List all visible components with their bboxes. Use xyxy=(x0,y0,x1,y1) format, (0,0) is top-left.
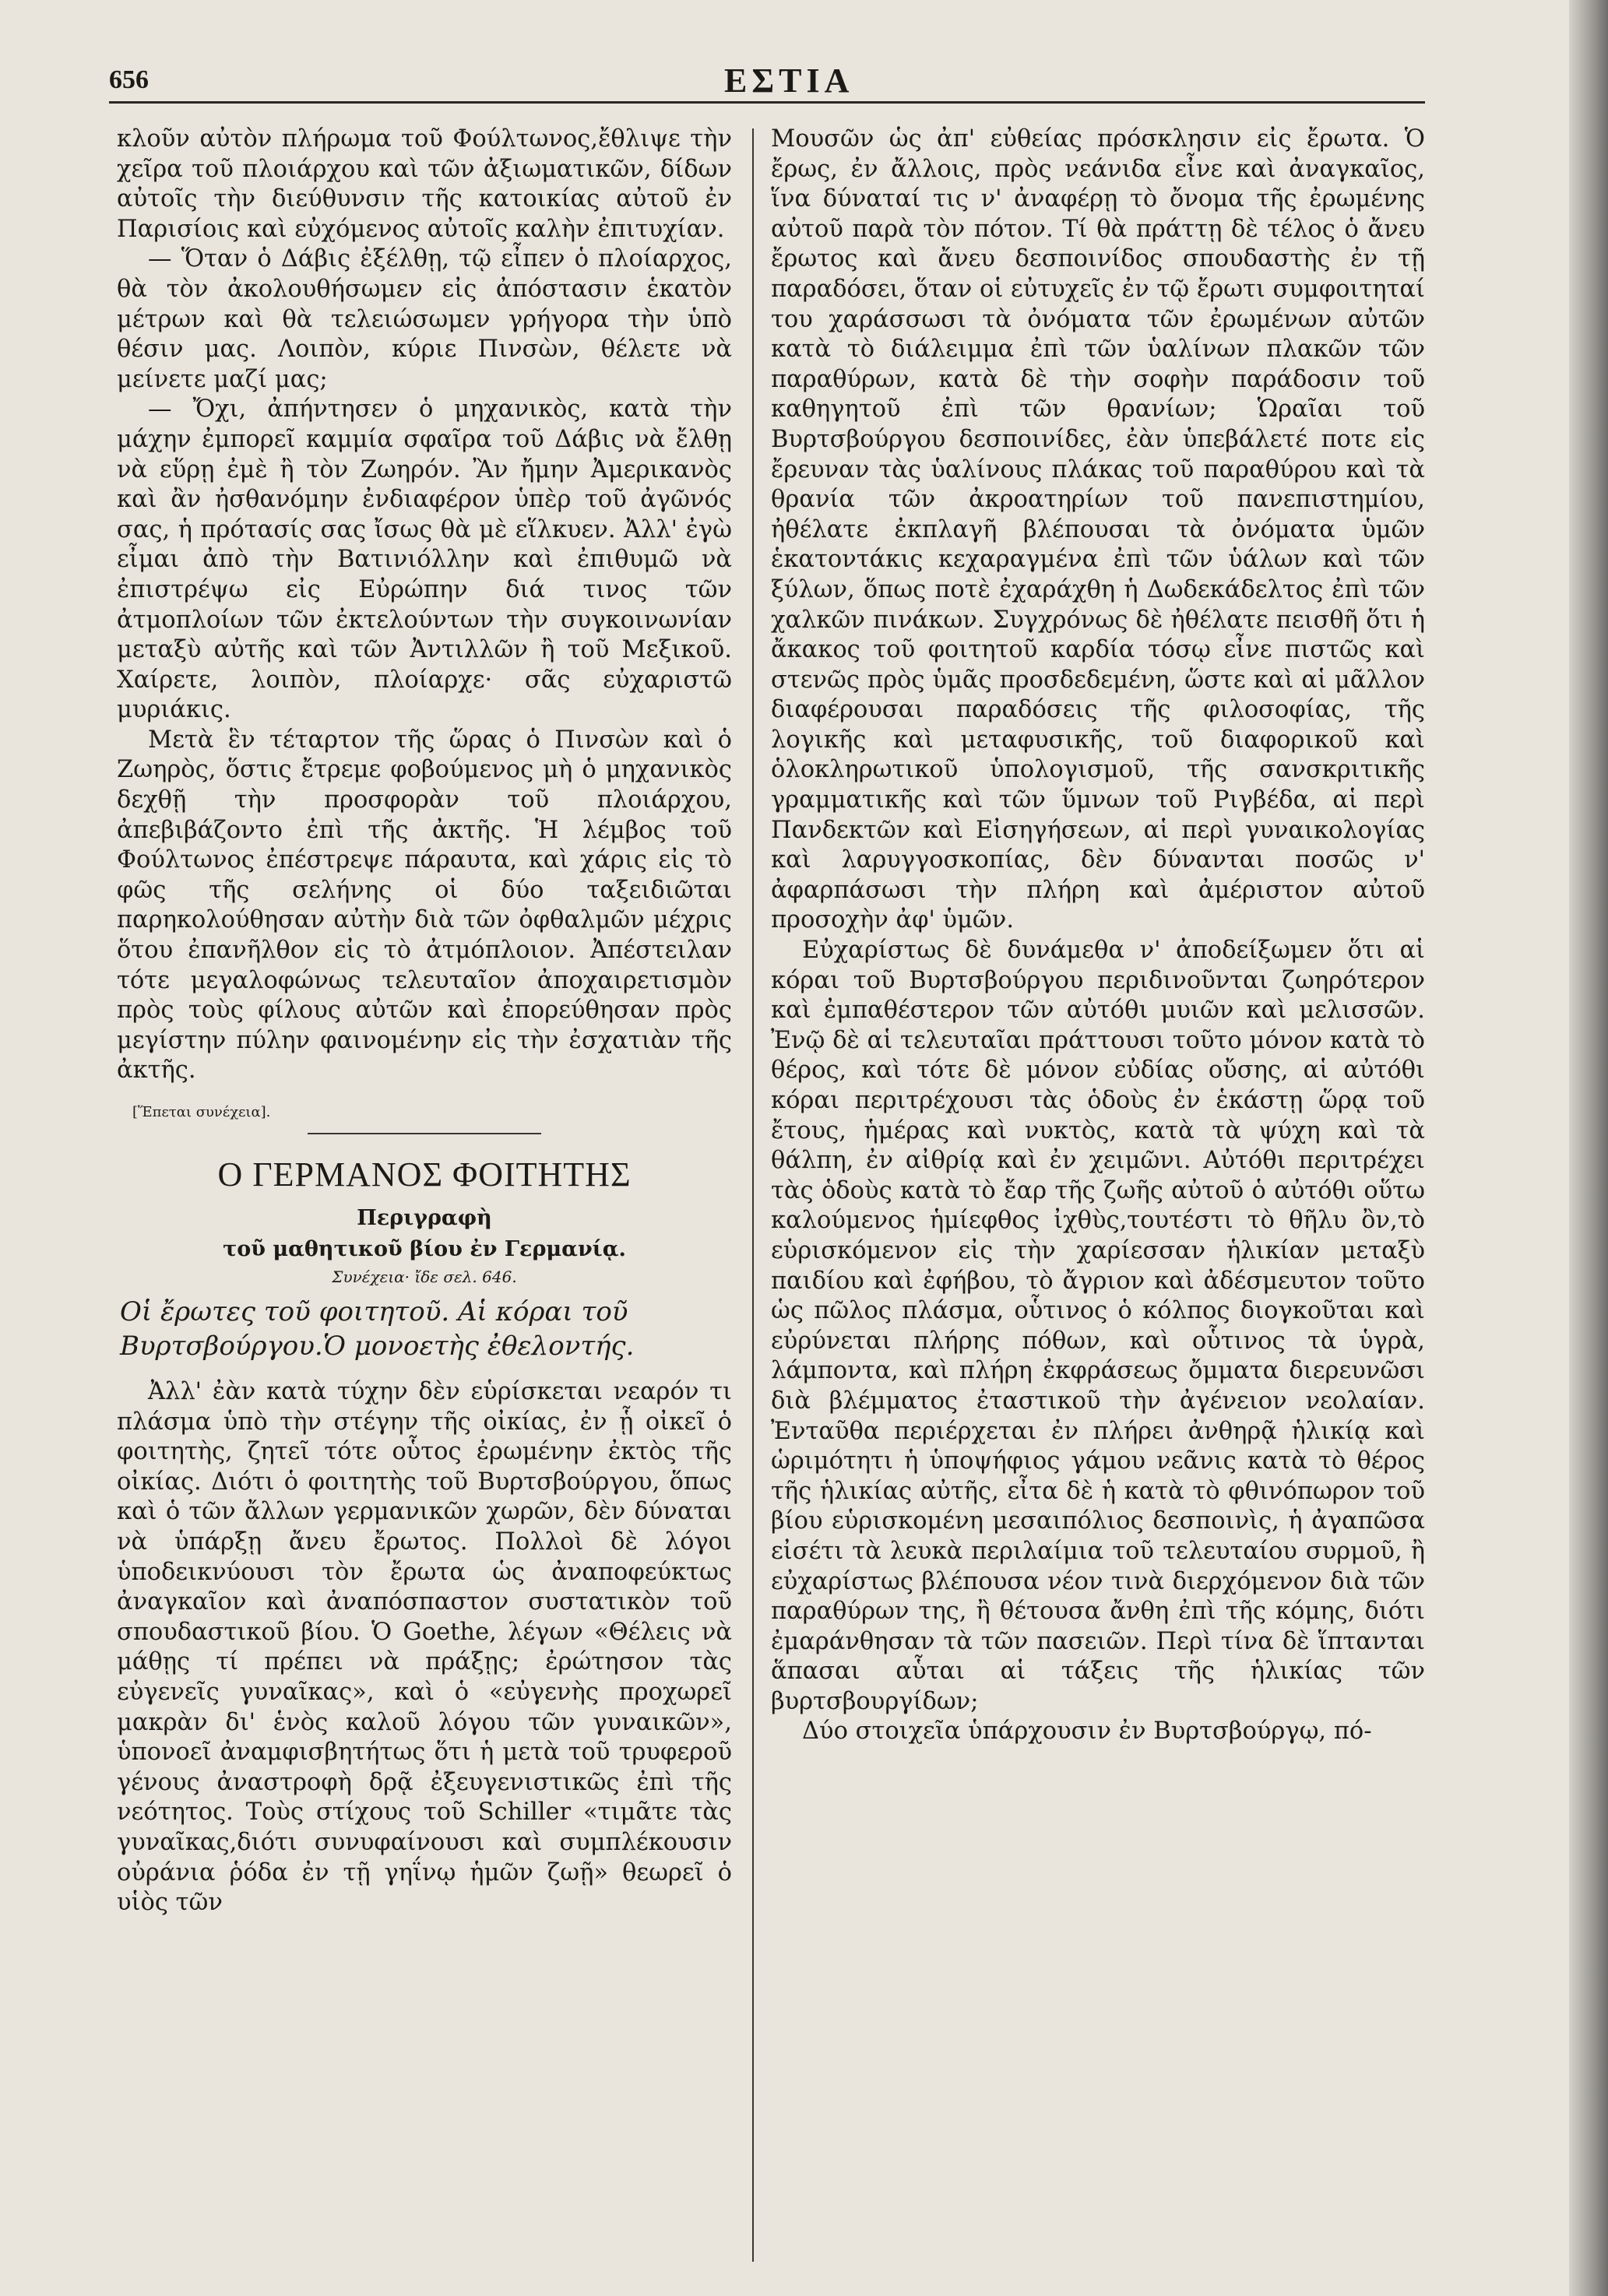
section-rule xyxy=(308,1133,541,1134)
paragraph: Μετὰ ἓν τέταρτον τῆς ὥρας ὁ Πινσὼν καὶ ὁ Ζωηρὸς, ὅστις ἔτρεμε φοβούμενος μὴ ὁ μηχανικὸς δεχθῇ τὴν προσφορὰν τοῦ πλοιάρχου, ἀπεβιβάζοντο ἐπὶ τῆς ἀκτῆς. Ἡ λέμβος τοῦ Φούλτωνος ἐπέστρεψε πάραυτα, καὶ χάρις εἰς τὸ φῶς τῆς σελήνης οἱ δύο ταξειδιῶται παρηκολούθησαν αὐτὴν διὰ τῶν ὀφθαλμῶν μέχρις ὅτου ἐπανῆλθον εἰς τὸ ἀτμόπλοιον. Ἀπέστειλαν τότε μεγαλοφώνως τελευταῖον ἀποχαιρετισμὸν πρὸς τοὺς φίλους αὐτῶν καὶ ἐπορεύθησαν πρὸς μεγίστην πύλην φαινομένην εἰς τὴν ἐσχατιὰν τῆς ἀκτῆς. xyxy=(117,726,732,1085)
left-column xyxy=(117,125,732,1918)
article-title: Ο ΓΕΡΜΑΝΟΣ ΦΟΙΤΗΤΗΣ xyxy=(217,1155,632,1194)
paragraph: Ἀλλ' ἐὰν κατὰ τύχην δὲν εὑρίσκεται νεαρόν τι πλάσμα ὑπὸ τὴν στέγην τῆς οἰκίας, ἐν ᾗ οἰκεῖ ὁ φοιτητὴς, ζητεῖ τότε οὗτος ἐρωμένην ἐκτὸς τῆς οἰκίας. Διότι ὁ φοιτητὴς τοῦ Βυρτσβούργου, ὅπως καὶ ὁ τῶν ἄλλων γερμανικῶν χωρῶν, δὲν δύναται νὰ ὑπάρξῃ ἄνευ ἔρωτος. Πολλοὶ δὲ λόγοι ὑποδεικνύουσι τὸν ἔρωτα ὡς ἀναποφεύκτως ἀναγκαῖον καὶ ἀναπόσπαστον συστατικὸν τοῦ σπουδαστικοῦ βίου. Ὁ Goethe, λέγων «Θέλεις νὰ μάθῃς τί πρέπει νὰ πράξῃς; ἐρώτησον τὰς εὐγενεῖς γυναῖκας», καὶ ὁ «εὐγενὴς προχωρεῖ μακρὰν δι' ἑνὸς καλοῦ λόγου τῶν γυναικῶν», ὑπονοεῖ ἀναμφισβητήτως ὅτι ἡ μετὰ τοῦ τρυφεροῦ γένους ἀναστροφὴ δρᾷ ἐξευγενιστικῶς ἐπὶ τῆς νεότητος. Τοὺς στίχους τοῦ Schiller «τιμᾶτε τὰς γυναῖκας,διότι συνυφαίνουσι καὶ συμπλέκουσιν οὐράνια ῥόδα ἐν τῇ γηΐνῳ ἡμῶν ζωῇ» θεωρεῖ ὁ υἱὸς τῶν xyxy=(117,1378,732,1917)
paragraph: Εὐχαρίστως δὲ δυνάμεθα ν' ἀποδείξωμεν ὅτι αἱ κόραι τοῦ Βυρτσβούργου περιδινοῦνται ζωηρότερον καὶ ἐμπαθέστερον τῶν αὐτόθι μυιῶν καὶ μελισσῶν. Ἐνῷ δὲ αἱ τελευταῖαι πράττουσι τοῦτο μόνον κατὰ τὸ θέρος, καὶ τότε δὲ μόνον εὐδίας οὔσης, αἱ αὐτόθι κόραι περιτρέχουσι τὰς ὁδοὺς ἐν ἑκάστῃ ὥρᾳ τοῦ ἔτους, ἡμέρας καὶ νυκτὸς, κατὰ τὰ ψύχη καὶ τὰ θάλπη, ἐν αἰθρίᾳ καὶ ἐν χειμῶνι. Αὐτόθι περιτρέχει τὰς ὁδοὺς κατὰ τὸ ἔαρ τῆς ζωῆς αὐτοῦ ὁ αὐτόθι οὕτω καλούμενος ἡμίεφθος ἰχθὺς,τουτέστι τὸ θῆλυ ὂν,τὸ εὑρισκόμενον εἰς τὴν χαρίεσσαν ἡλικίαν μεταξὺ παιδίου καὶ ἐφήβου, τὸ ἄγριον καὶ ἀδέσμευτον τοῦτο ὡς πῶλος πλάσμα, οὗτινος ὁ κόλπος διογκοῦται καὶ εὐρύνεται πλήρης πόθων, καὶ οὗτινος τὰ ὑγρὰ, λάμποντα, καὶ πλήρη ἐκφράσεως ὄμματα διερευνῶσι διὰ βλέμματος ἐταστικοῦ τὴν ἀγένειον νεολαίαν. Ἐνταῦθα περιέρχεται ἐν πλήρει ἀνθηρᾷ ἡλικίᾳ καὶ ὡριμότητι ἡ ὑποψήφιος γάμου νεᾶνις κατὰ τὸ θέρος τῆς ἡλικίας αὐτῆς, εἶτα δὲ ἡ κατὰ τὸ φθινόπωρον τοῦ βίου εὑρισκομένη μεσαιπόλιος δεσποινὶς, ἡ ἀγαπῶσα εἰσέτι τὰ λευκὰ περιλαίμια τοῦ τελευταίου συρμοῦ, ἢ εὐχαρίστως βλέπουσα νέον τινὰ διερχόμενον διὰ τῶν παραθύρων της, ἢ θέτουσα ἄνθη ἐπὶ τῆς κόμης, διότι ἐμαράνθησαν τὰ τῶν πασειῶν. Περὶ τίνα δὲ ἵπτανται ἅπασαι αὗται αἱ τάξεις τῆς ἡλικίας τῶν βυρτσβουργίδων; xyxy=(771,937,1425,1715)
paragraph: Δύο στοιχεῖα ὑπάρχουσιν ἐν Βυρτσβούργῳ, πό- xyxy=(802,1718,1372,1746)
header-rule xyxy=(109,101,1425,104)
page-number: 656 xyxy=(109,65,149,94)
paragraph: — Ὄχι, ἀπήντησεν ὁ μηχανικὸς, κατὰ τὴν μάχην ἐμπορεῖ καμμία σφαῖρα τοῦ Δάβις νὰ ἔλθῃ νὰ εὕρῃ ἐμὲ ἢ τὸν Ζωηρόν. Ἂν ἤμην Ἀμερικανὸς καὶ ἂν ἠσθανόμην ἐνδιαφέρον ὑπὲρ τοῦ ἀγῶνός σας, ἡ πρότασίς σας ἴσως θὰ μὲ εἵλκυεν. Ἀλλ' ἐγὼ εἶμαι ἀπὸ τὴν Βατινιόλλην καὶ ἐπιθυμῶ νὰ ἐπιστρέψω εἰς Εὐρώπην διά τινος τῶν ἀτμοπλοίων τῶν ἐκτελούντων τὴν συγκοινωνίαν μεταξὺ αὐτῆς καὶ τῶν Ἀντιλλῶν ἢ τοῦ Μεξικοῦ. Χαίρετε, λοιπὸν, πλοίαρχε· σᾶς εὐχαριστῶ μυριάκις. xyxy=(117,396,732,724)
column-divider xyxy=(752,128,754,2262)
journal-title: ΕΣΤΙΑ xyxy=(724,62,854,100)
article-subtitle: Περιγραφὴ xyxy=(357,1206,492,1230)
right-column xyxy=(771,125,1425,1747)
article-subtitle-line2: τοῦ μαθητικοῦ βίου ἐν Γερμανίᾳ. xyxy=(223,1237,626,1261)
page-header xyxy=(109,62,1433,104)
page-edge-shadow xyxy=(1569,0,1608,2296)
paragraph: — Ὅταν ὁ Δάβις ἐξέλθῃ, τῷ εἶπεν ὁ πλοίαρχος, θὰ τὸν ἀκολουθήσωμεν εἰς ἀπόστασιν ἑκατὸν μέτρων καὶ θὰ τελειώσωμεν γρήγορα τὴν ὑπὸ θέσιν μας. Λοιπὸν, κύριε Πινσὼν, θέλετε νὰ μείνετε μαζί μας; xyxy=(117,245,732,393)
paragraph: Μουσῶν ὡς ἀπ' εὐθείας πρόσκλησιν εἰς ἔρωτα. Ὁ ἔρως, ἐν ἄλλοις, πρὸς νεάνιδα εἶνε καὶ ἀναγκαῖος, ἵνα δύναταί τις ν' ἀναφέρῃ τὸ ὄνομα τῆς ἐρωμένης αὐτοῦ παρὰ τὸν πότον. Τί θὰ πράττῃ δὲ τέλος ὁ ἄνευ ἔρωτος καὶ ἄνευ δεσποινίδος σπουδαστὴς ἐν τῇ παραδόσει, ὅταν οἱ εὐτυχεῖς ἐν τῷ ἔρωτι συμφοιτηταί του χαράσσωσι τὰ ὀνόματα τῶν ἐρωμένων αὐτῶν κατὰ τὸ διάλειμμα ἐπὶ τῶν ὑαλίνων πλακῶν τῶν παραθύρων, κατὰ δὲ τὴν σοφὴν παράδοσιν τοῦ καθηγητοῦ ἐπὶ τῶν θρανίων; Ὡραῖαι τοῦ Βυρτσβούργου δεσποινίδες, ἐὰν ὑπεβάλετέ ποτε εἰς ἔρευναν τὰς ὑαλίνους πλάκας τοῦ παραθύρου καὶ τὰ θρανία τῶν ἀκροατηρίων τοῦ πανεπιστημίου, ἠθέλατε ἐκπλαγῆ βλέπουσαι τὰ ὀνόματα ὑμῶν ἑκατοντάκις κεχαραγμένα ἐπὶ τῶν ὑάλων καὶ τῶν ξύλων, ὅπως ποτὲ ἐχαράχθη ἡ Δωδεκάδελτος ἐπὶ τῶν χαλκῶν πινάκων. Συγχρόνως δὲ ἠθέλατε πεισθῆ ὅτι ἡ ἄκακος τοῦ φοιτητοῦ καρδία τόσῳ εἶνε πιστῶς καὶ στενῶς πρὸς ὑμᾶς προσδεδεμένη, ὥστε καὶ αἱ μᾶλλον διαφέρουσαι παραδόσεις τῆς φιλοσοφίας, τῆς λογικῆς καὶ μεταφυσικῆς, τοῦ διαφορικοῦ καὶ ὁλοκληρωτικοῦ ὑπολογισμοῦ, τῆς σανσκριτικῆς γραμματικῆς καὶ τῶν ὕμνων τοῦ Ριγβέδα, αἱ περὶ Πανδεκτῶν καὶ Εἰσηγήσεων, αἱ περὶ γυναικολογίας καὶ λαρυγγοσκοπίας, δὲν δύνανται ποσῶς ν' ἀφαρπάσωσι τὴν πλήρη καὶ ἀμέριστον αὐτοῦ προσοχὴν ἀφ' ὑμῶν. xyxy=(771,125,1425,934)
section-heading: Οἱ ἔρωτες τοῦ φοιτητοῦ. Αἱ κόραι τοῦ Βυρτσβούργου.Ὁ μονοετὴς ἐθελοντής. xyxy=(120,1296,635,1362)
continuation-note: [Ἕπεται συνέχεια]. xyxy=(132,1104,271,1120)
continued-from-note: Συνέχεια· ἴδε σελ. 646. xyxy=(332,1268,517,1286)
paragraph: κλοῦν αὐτὸν πλήρωμα τοῦ Φούλτωνος,ἔθλιψε τὴν χεῖρα τοῦ πλοιάρχου καὶ τῶν ἀξιωματικῶν, δίδων αὐτοῖς τὴν διεύθυνσιν τῆς κατοικίας αὐτοῦ ἐν Παρισίοις καὶ εὐχόμενος αὐτοῖς καλὴν ἐπιτυχίαν. xyxy=(117,125,732,243)
